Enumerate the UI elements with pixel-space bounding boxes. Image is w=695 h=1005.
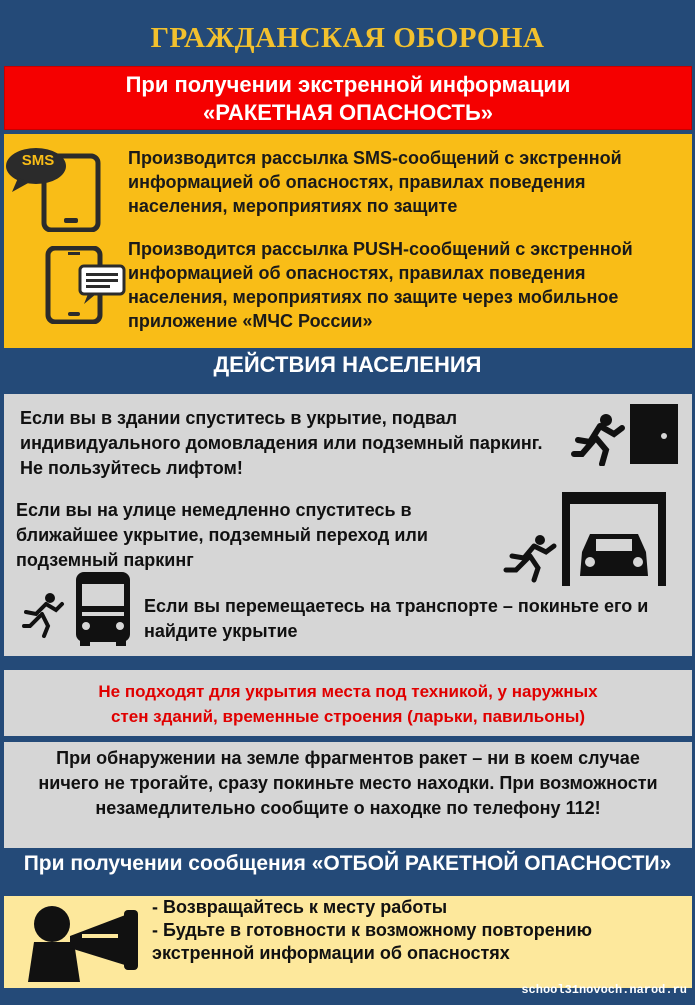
page-title: ГРАЖДАНСКАЯ ОБОРОНА [150, 22, 545, 54]
bus-evacuation-icon [22, 570, 134, 648]
site-url: school31novoch.narod.ru [521, 983, 687, 997]
all-clear-list [152, 896, 672, 965]
actions-header: ДЕЙСТВИЯ НАСЕЛЕНИЯ [213, 352, 482, 377]
run-to-garage-icon [498, 492, 670, 588]
action-street-text: Если вы на улице немедленно спуститесь в ближайшее укрытие, подземный переход или подземный паркинг [16, 500, 428, 570]
unsuitable-shelter-warning [4, 670, 692, 736]
megaphone-icon [24, 902, 148, 984]
sms-notification-text: Производится рассылка SMS-сообщений с экстренной информацией об опасностях, правилах поведения населения, мероприятиях по защите [128, 148, 622, 216]
missile-fragments-panel [4, 742, 692, 848]
alert-line-1: При получении экстренной информации [125, 72, 571, 97]
warning-line-2: стен зданий, временные строения (ларьки, павильоны) [110, 707, 586, 726]
notification-panel [4, 134, 692, 348]
push-notification-text: Производится рассылка PUSH-сообщений с экстренной информацией об опасностях, правилах поведения населения, мероприятиях по защите через мобильное приложение «МЧС России» [128, 239, 633, 331]
missile-fragments-text: При обнаружении на земле фрагментов ракет – ни в коем случае ничего не трогайте, сразу покиньте место находки. При возможности незамедлительно сообщите о находке по телефону 112! [38, 748, 658, 818]
smartphone-chat-icon [42, 246, 128, 324]
alert-line-2: «РАКЕТНАЯ ОПАСНОСТЬ» [202, 100, 494, 125]
sms-icon-label: SMS [21, 152, 55, 169]
actions-panel [4, 394, 692, 656]
all-clear-panel [4, 896, 692, 988]
action-transport-text: Если вы перемещаетесь на транспорте – покиньте его и найдите укрытие [144, 596, 649, 641]
warning-line-1: Не подходят для укрытия места под техникой, у наружных [98, 682, 598, 701]
all-clear-item-2: - Будьте в готовности к возможному повторению экстренной информации об опасностях [152, 920, 593, 963]
alert-banner [4, 66, 692, 130]
run-to-door-icon [570, 404, 682, 466]
all-clear-item-1: - Возвращайтесь к месту работы [152, 897, 448, 917]
all-clear-header: При получении сообщения «ОТБОЙ РАКЕТНОЙ ОПАСНОСТИ» [23, 852, 672, 875]
action-building-text: Если вы в здании спуститесь в укрытие, подвал индивидуального домовладения или подземный паркинг. Не пользуйтесь лифтом! [20, 408, 543, 478]
